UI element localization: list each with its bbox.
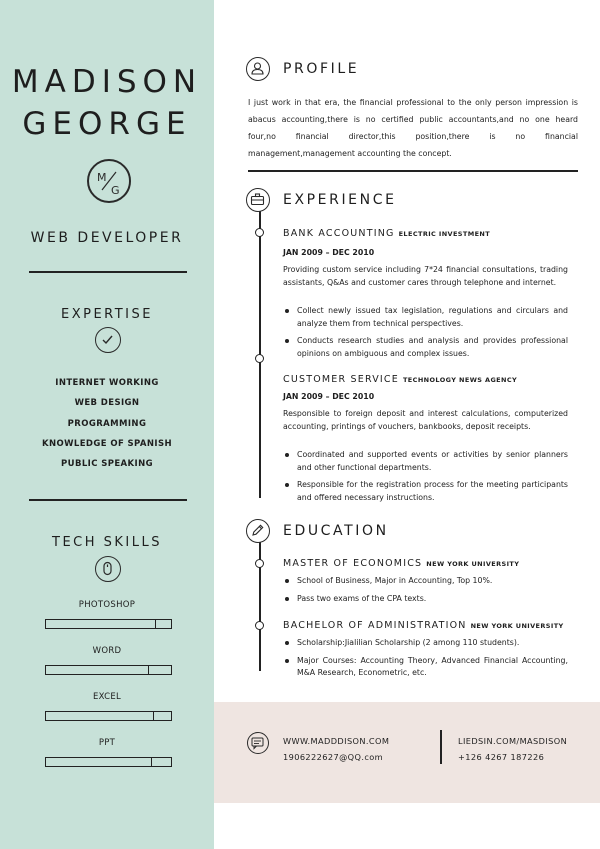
chat-icon xyxy=(247,732,269,754)
contact-website[interactable]: WWW.MADDDISON.COM xyxy=(283,736,390,746)
education-timeline xyxy=(259,531,261,671)
timeline-dot xyxy=(255,228,264,237)
monogram-icon xyxy=(87,159,131,203)
degree-name: BACHELOR OF ADMINISTRATION xyxy=(283,620,467,631)
skill-label: PPT xyxy=(98,738,116,748)
pencil-icon xyxy=(246,519,270,543)
contact-linkedin[interactable]: LIEDSIN.COM/MASDISON xyxy=(458,736,568,746)
expertise-item: INTERNET WORKING xyxy=(55,378,159,388)
job-bullets xyxy=(283,449,568,509)
skill-bar xyxy=(45,619,172,629)
first-name: MADISON xyxy=(11,64,203,100)
school-name: NEW YORK UNIVERSITY xyxy=(470,622,564,630)
job-position: BANK ACCOUNTING xyxy=(283,228,395,239)
job-summary: Providing custom service including 7*24 financial consultations, trading assistants, Q&As and customer cares through telephone and internet. xyxy=(283,265,568,287)
contact-email[interactable]: 1906222627@QQ.com xyxy=(283,752,384,762)
expertise-title: EXPERTISE xyxy=(60,307,153,322)
school-name: NEW YORK UNIVERSITY xyxy=(426,560,520,568)
skill-bar-fill xyxy=(46,620,156,628)
list-item: Pass two exams of the CPA texts. xyxy=(283,593,568,606)
expertise-item: KNOWLEDGE OF SPANISH xyxy=(42,438,172,449)
user-icon xyxy=(246,57,270,81)
job-dates: JAN 2009 – DEC 2010 xyxy=(283,392,375,401)
education-title: EDUCATION xyxy=(283,523,389,539)
degree-title xyxy=(283,620,564,631)
degree-name: MASTER OF ECONOMICS xyxy=(283,558,423,569)
timeline-dot xyxy=(255,354,264,363)
check-icon xyxy=(95,327,121,353)
profile-text: I just work in that era, the financial professional to the only person impression is abacus accounting,there is no certified public accountants,and no one heard four,no financial director,this position,there is no financial management,management accounting the concept. xyxy=(248,98,578,158)
job-company: ELECTRIC INVESTMENT xyxy=(398,230,491,238)
timeline-dot xyxy=(255,621,264,630)
skill-bar xyxy=(45,665,172,675)
skill-bar-fill xyxy=(46,712,154,720)
monogram-bottom: G xyxy=(111,184,120,197)
skill-label: WORD xyxy=(92,646,122,656)
mouse-icon xyxy=(95,556,121,582)
skill-bar-fill xyxy=(46,758,152,766)
profile-title: PROFILE xyxy=(283,61,360,77)
list-item: Coordinated and supported events or activities by senior planners and other functional departments. xyxy=(283,449,568,474)
job-title xyxy=(283,374,517,385)
expertise-item: PROGRAMMING xyxy=(67,418,147,429)
list-item: Major Courses: Accounting Theory, Advanced Financial Accounting, M&A Research, Econometric, etc. xyxy=(283,655,568,680)
skill-bar xyxy=(45,711,172,721)
job-role: WEB DEVELOPER xyxy=(30,230,184,246)
experience-title: EXPERIENCE xyxy=(283,192,397,208)
expertise-item: WEB DESIGN xyxy=(74,398,140,409)
job-title xyxy=(283,228,490,239)
monogram-top: M xyxy=(97,171,107,184)
sidebar-divider xyxy=(29,271,187,273)
tech-skills-title: TECH SKILLS xyxy=(52,535,162,550)
skill-label: PHOTOSHOP xyxy=(78,600,136,610)
list-item: Responsible for the registration process for the meeting participants and offered necessary instructions. xyxy=(283,479,568,504)
contact-phone: +126 4267 187226 xyxy=(458,752,545,762)
list-item: Scholarship:Jialilian Scholarship (2 among 110 students). xyxy=(283,637,568,650)
job-summary: Responsible to foreign deposit and interest calculations, computerized accounting, printings of vouchers, bankbooks, deposit receipts. xyxy=(283,409,568,431)
job-bullets xyxy=(283,305,568,365)
skill-bar xyxy=(45,757,172,767)
profile-divider xyxy=(248,170,578,172)
list-item: School of Business, Major in Accounting, Top 10%. xyxy=(283,575,568,588)
expertise-list xyxy=(0,376,214,477)
briefcase-icon xyxy=(246,188,270,212)
timeline-dot xyxy=(255,559,264,568)
job-company: TECHNOLOGY NEWS AGENCY xyxy=(402,376,518,384)
sidebar-divider xyxy=(29,499,187,501)
job-position: CUSTOMER SERVICE xyxy=(283,374,399,385)
degree-bullets xyxy=(283,575,568,610)
expertise-item: PUBLIC SPEAKING xyxy=(61,459,153,470)
degree-title xyxy=(283,558,519,569)
skill-bar-fill xyxy=(46,666,149,674)
job-dates: JAN 2009 – DEC 2010 xyxy=(283,248,375,257)
last-name: GEORGE xyxy=(22,106,192,142)
list-item: Collect newly issued tax legislation, regulations and circulars and analyze them from technical perspectives. xyxy=(283,305,568,330)
degree-bullets xyxy=(283,637,568,685)
experience-timeline xyxy=(259,200,261,498)
skill-label: EXCEL xyxy=(92,692,122,702)
list-item: Conducts research studies and analysis and provides professional opinions on ambiguous and complex issues. xyxy=(283,335,568,360)
contact-divider xyxy=(440,730,442,764)
